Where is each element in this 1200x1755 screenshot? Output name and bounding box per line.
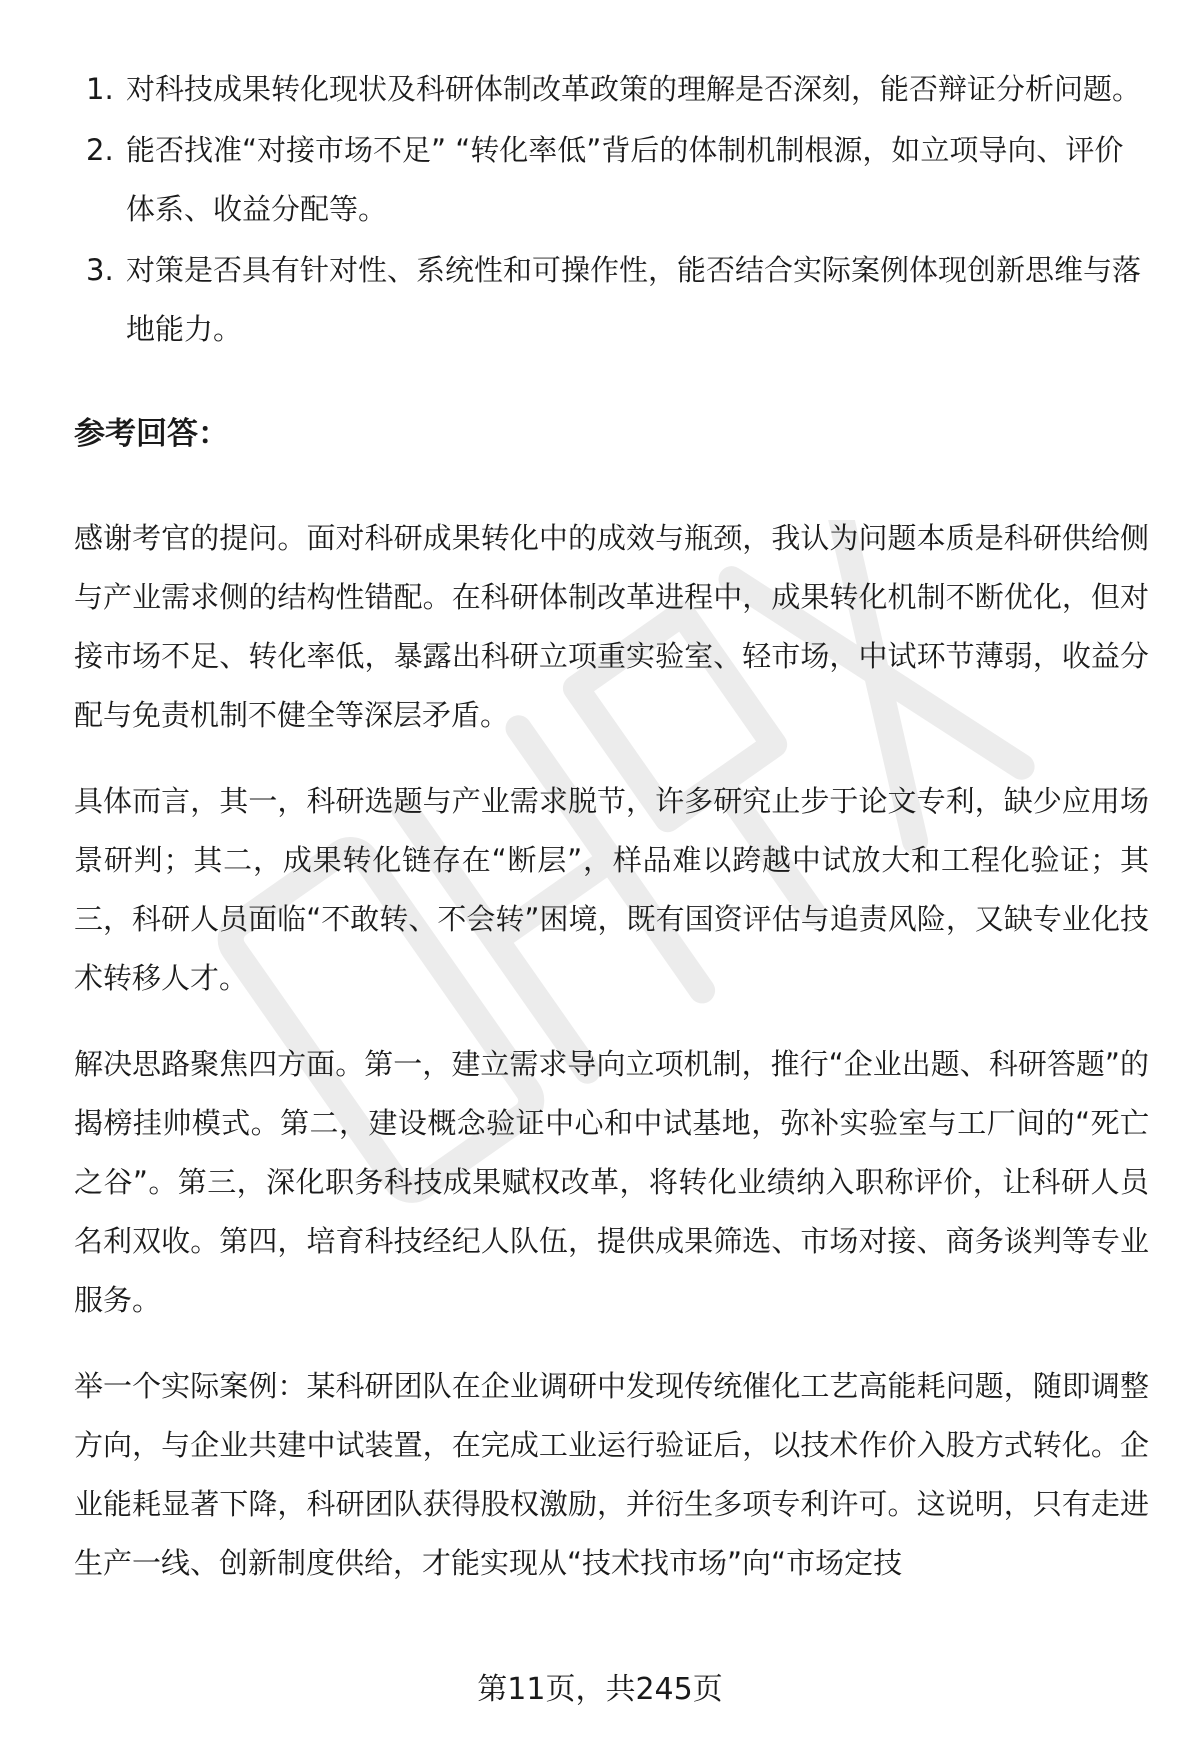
answer-paragraph: 解决思路聚焦四方面。第一，建立需求导向立项机制，推行“企业出题、科研答题”的揭榜挂帅模式。第二，建设概念验证中心和中试基地，弥补实验室与工厂间的“死亡之谷”。第三，深化职务科技成果赋权改革，将转化业绩纳入职称评价，让科研人员名利双收。第四，培育科技经纪人队伍，提供成果筛选、市场对接、商务谈判等专业服务。: [74, 1047, 1149, 1317]
criteria-number: 1.: [86, 72, 114, 106]
answer-paragraph: 具体而言，其一，科研选题与产业需求脱节，许多研究止步于论文专利，缺少应用场景研判；其二，成果转化链存在“断层”，样品难以跨越中试放大和工程化验证；其三，科研人员面临“不敢转、不会转”困境，既有国资评估与追责风险，又缺专业化技术转移人才。: [74, 784, 1149, 995]
answer-paragraph: 举一个实际案例：某科研团队在企业调研中发现传统催化工艺高能耗问题，随即调整方向，与企业共建中试装置，在完成工业运行验证后，以技术作价入股方式转化。企业能耗显著下降，科研团队获得股权激励，并衍生多项专利许可。这说明，只有走进生产一线、创新制度供给，才能实现从“技术找市场”向“市场定技: [74, 1369, 1149, 1580]
answer-heading: 参考回答：: [74, 416, 229, 452]
criteria-text: 能否找准“对接市场不足” “转化率低”背后的体制机制根源，如立项导向、评价体系、收益分配等。: [126, 133, 1124, 226]
page-number-footer: 第11页，共245页: [477, 1672, 723, 1707]
criteria-number: 3.: [86, 253, 114, 287]
criteria-text: 对策是否具有针对性、系统性和可操作性，能否结合实际案例体现创新思维与落地能力。: [126, 253, 1142, 346]
main-content: [74, 60, 1149, 1593]
criteria-item: [74, 60, 1149, 119]
criteria-item: [74, 121, 1149, 239]
evaluation-criteria-list: [74, 60, 1149, 359]
criteria-number: 2.: [86, 133, 114, 167]
criteria-text: 对科技成果转化现状及科研体制改革政策的理解是否深刻，能否辩证分析问题。: [126, 72, 1142, 106]
answer-paragraph: 感谢考官的提问。面对科研成果转化中的成效与瓶颈，我认为问题本质是科研供给侧与产业需求侧的结构性错配。在科研体制改革进程中，成果转化机制不断优化，但对接市场不足、转化率低，暴露出科研立项重实验室、轻市场，中试环节薄弱，收益分配与免责机制不健全等深层矛盾。: [74, 521, 1149, 732]
criteria-item: [74, 241, 1149, 359]
